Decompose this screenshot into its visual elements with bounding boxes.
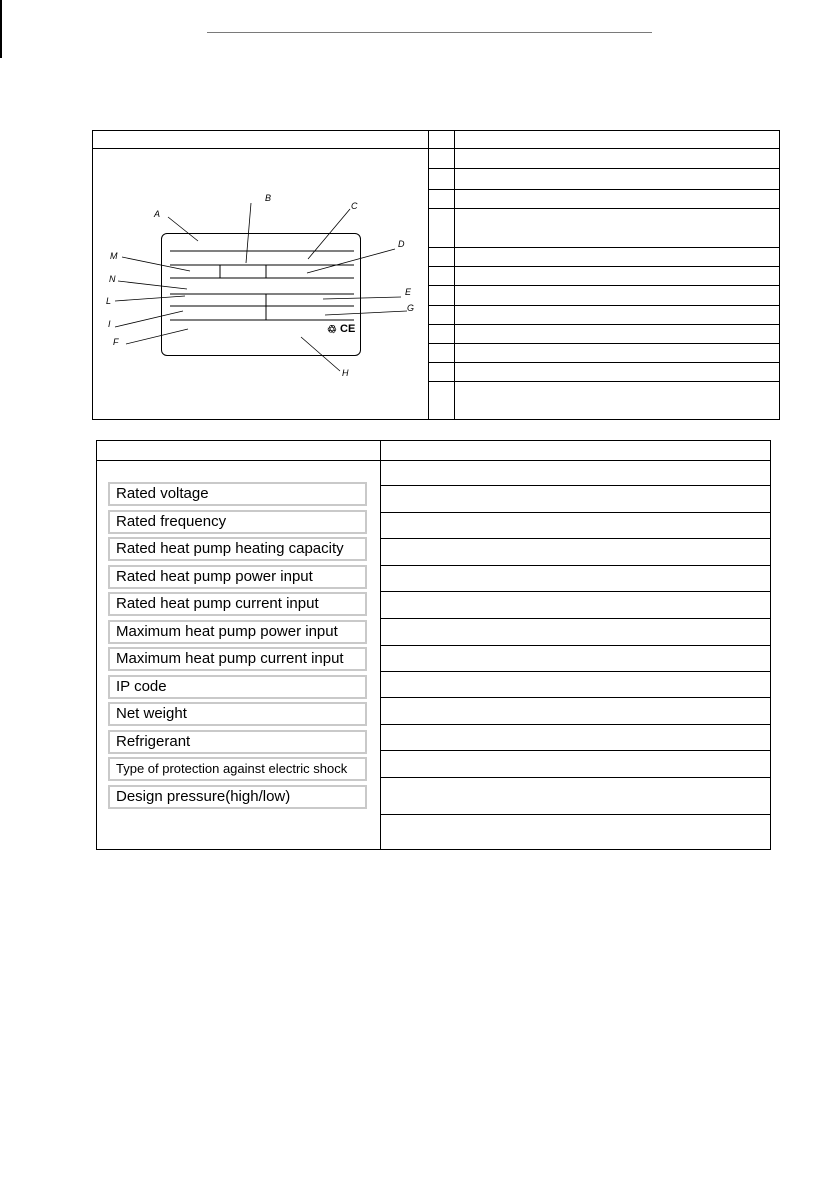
row-divider (380, 777, 770, 778)
callout-m: M (110, 251, 118, 261)
row-divider (380, 565, 770, 566)
param-rated-heating-capacity: Rated heat pump heating capacity (108, 537, 367, 561)
row-divider (429, 381, 779, 382)
row-divider (429, 247, 779, 248)
row-divider (380, 645, 770, 646)
nameplate-drawing-cell (93, 131, 429, 419)
row-divider (380, 814, 770, 815)
row-divider (429, 305, 779, 306)
param-max-power-input: Maximum heat pump power input (108, 620, 367, 644)
weee-icon: ♲ (327, 324, 337, 336)
callout-f: F (113, 337, 119, 347)
param-protection-type: Type of protection against electric shock (108, 757, 367, 781)
row-divider (429, 208, 779, 209)
row-divider (380, 485, 770, 486)
param-ip-code: IP code (108, 675, 367, 699)
row-divider (429, 168, 779, 169)
parameters-header-row (97, 441, 770, 461)
param-refrigerant: Refrigerant (108, 730, 367, 754)
key-letter-column (429, 131, 455, 419)
param-rated-frequency: Rated frequency (108, 510, 367, 534)
row-divider (429, 362, 779, 363)
callout-l: L (106, 296, 112, 306)
callout-c: C (351, 201, 358, 211)
param-rated-power-input: Rated heat pump power input (108, 565, 367, 589)
param-net-weight: Net weight (108, 702, 367, 726)
callout-g: G (407, 303, 415, 313)
row-divider (380, 538, 770, 539)
row-divider (380, 591, 770, 592)
callout-i: I (108, 319, 111, 329)
row-divider (380, 697, 770, 698)
margin-bar (0, 0, 2, 58)
row-divider (380, 671, 770, 672)
ce-mark: CE (340, 323, 356, 335)
param-rated-current-input: Rated heat pump current input (108, 592, 367, 616)
callout-e: E (405, 287, 412, 297)
row-divider (380, 618, 770, 619)
row-divider (429, 148, 779, 149)
callout-b: B (265, 193, 272, 203)
row-divider (429, 266, 779, 267)
row-divider (429, 285, 779, 286)
callout-h: H (342, 368, 349, 378)
row-divider (429, 189, 779, 190)
callout-n: N (109, 274, 116, 284)
param-rated-voltage: Rated voltage (108, 482, 367, 506)
row-divider (429, 324, 779, 325)
callout-a: A (154, 209, 161, 219)
nameplate-table (92, 130, 780, 420)
row-divider (380, 512, 770, 513)
row-divider (429, 343, 779, 344)
param-max-current-input: Maximum heat pump current input (108, 647, 367, 671)
row-divider (380, 750, 770, 751)
header-rule (207, 32, 652, 33)
callout-d: D (398, 239, 405, 249)
param-design-pressure: Design pressure(high/low) (108, 785, 367, 809)
row-divider (380, 724, 770, 725)
